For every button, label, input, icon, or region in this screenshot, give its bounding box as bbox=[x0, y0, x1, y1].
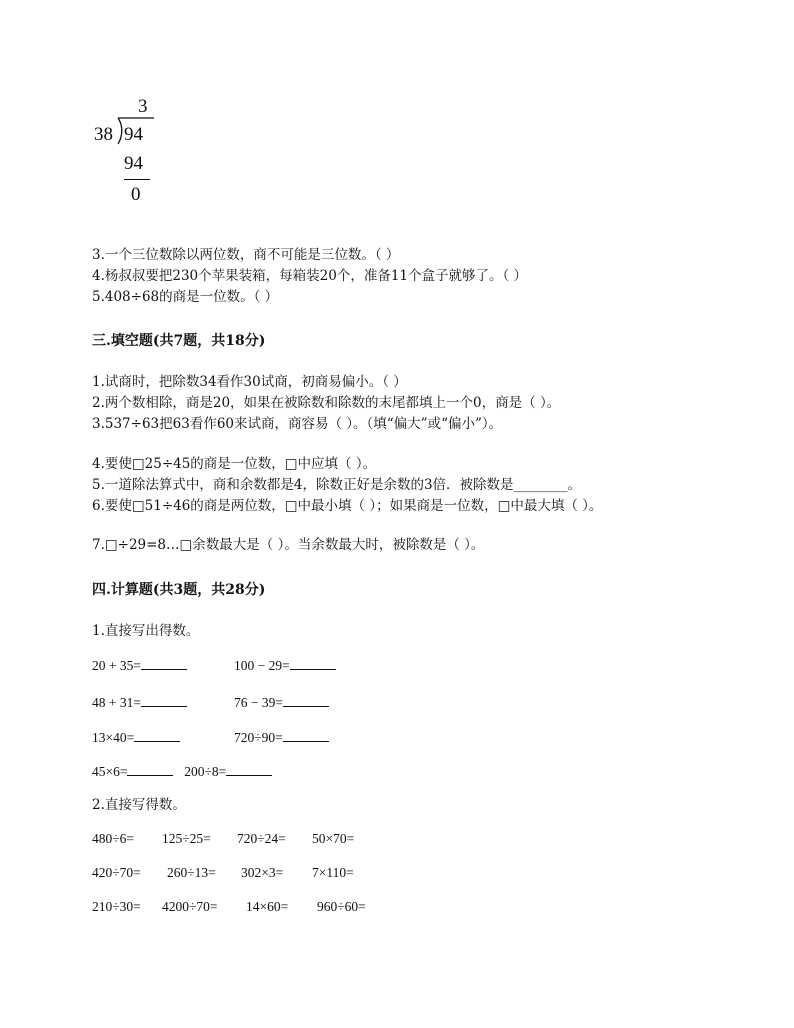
expression: 4200÷70= bbox=[162, 899, 218, 914]
calc-q1-row bbox=[234, 657, 336, 674]
calc-q1-row bbox=[234, 729, 329, 746]
division-product: 94 bbox=[124, 153, 143, 174]
expression: 7×110= bbox=[312, 865, 354, 880]
division-underline bbox=[124, 179, 150, 180]
expression: 13×40= bbox=[92, 730, 135, 745]
answer-blank bbox=[141, 694, 187, 707]
section-3-heading: 三.填空题(共7题，共18分) bbox=[92, 333, 266, 349]
calc-q1-row bbox=[92, 763, 272, 780]
expression: 420÷70= bbox=[92, 865, 141, 880]
expression: 260÷13= bbox=[167, 865, 216, 880]
expression: 100 − 29= bbox=[234, 658, 290, 673]
calc-q1-row bbox=[92, 657, 187, 674]
fill-item-3: 3.537÷63把63看作60来试商，商容易（ ）。（填“偏大”或“偏小”）。 bbox=[92, 416, 503, 432]
calc-q1-title: 1.直接写出得数。 bbox=[92, 623, 200, 639]
expression: 45×6= bbox=[92, 764, 128, 779]
expression: 20 + 35= bbox=[92, 658, 141, 673]
calc-q2-title: 2.直接写得数。 bbox=[92, 797, 186, 813]
expression: 76 − 39= bbox=[234, 695, 283, 710]
expression: 480÷6= bbox=[92, 831, 135, 846]
fill-item-7: 7.□÷29=8…□余数最大是（ ）。当余数最大时，被除数是（ ）。 bbox=[92, 537, 485, 553]
calc-q1-row bbox=[92, 729, 180, 746]
calc-q1-row bbox=[92, 694, 187, 711]
judge-item-4: 4.杨叔叔要把230个苹果装箱，每箱装20个，准备11个盒子就够了。（ ） bbox=[92, 268, 528, 284]
judge-item-5: 5.408÷68的商是一位数。（ ） bbox=[92, 289, 279, 305]
expression: 48 + 31= bbox=[92, 695, 141, 710]
expression: 302×3= bbox=[241, 865, 284, 880]
expression: 125÷25= bbox=[162, 831, 211, 846]
calc-q1-row bbox=[234, 694, 329, 711]
division-dividend: 94 bbox=[124, 124, 143, 145]
division-quotient: 3 bbox=[138, 96, 148, 117]
answer-blank bbox=[283, 729, 329, 742]
answer-blank bbox=[290, 657, 336, 670]
answer-blank bbox=[141, 657, 187, 670]
fill-item-2: 2.两个数相除，商是20，如果在被除数和除数的末尾都填上一个0，商是（ ）。 bbox=[92, 395, 561, 411]
expression: 50×70= bbox=[312, 831, 355, 846]
fill-item-4: 4.要使□25÷45的商是一位数，□中应填（ ）。 bbox=[92, 456, 377, 472]
fill-item-5: 5.一道除法算式中，商和余数都是4，除数正好是余数的3倍．被除数是________。 bbox=[92, 477, 582, 493]
section-4-heading: 四.计算题(共3题，共28分) bbox=[92, 582, 266, 598]
expression: 720÷24= bbox=[237, 831, 286, 846]
expression: 200÷8= bbox=[184, 764, 227, 779]
answer-blank bbox=[134, 729, 180, 742]
answer-blank bbox=[283, 694, 329, 707]
expression: 720÷90= bbox=[234, 730, 283, 745]
fill-item-6: 6.要使□51÷46的商是两位数，□中最小填（ ）；如果商是一位数，□中最大填（ ）。 bbox=[92, 498, 603, 514]
answer-blank bbox=[226, 763, 272, 776]
expression: 210÷30= bbox=[92, 899, 141, 914]
judge-item-3: 3.一个三位数除以两位数，商不可能是三位数。（ ） bbox=[92, 247, 400, 263]
fill-item-1: 1.试商时，把除数34看作30试商，初商易偏小。（ ） bbox=[92, 374, 407, 390]
expression: 14×60= bbox=[246, 899, 289, 914]
expression: 960÷60= bbox=[317, 899, 366, 914]
division-divisor: 38 bbox=[94, 124, 113, 145]
division-remainder: 0 bbox=[131, 184, 141, 205]
answer-blank bbox=[127, 763, 173, 776]
